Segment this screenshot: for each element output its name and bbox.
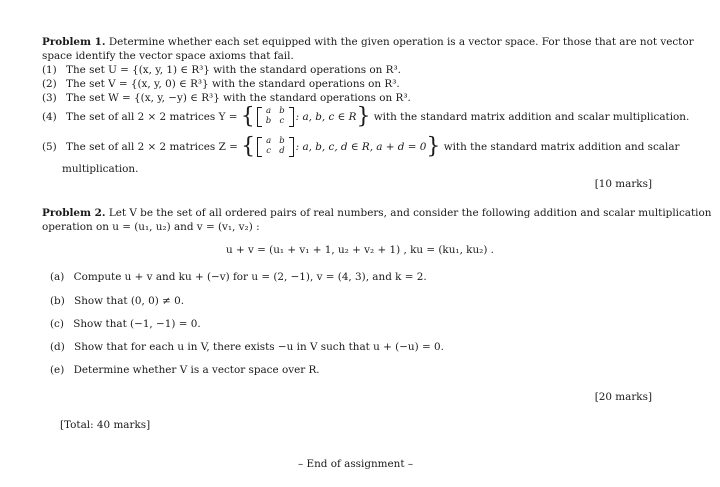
problem-2-intro — [42, 207, 711, 220]
problem-1-intro-line2: space identify the vector space axioms that fail. — [42, 50, 294, 62]
right-brace: } — [426, 134, 441, 159]
part-text: Compute u + v and ku + (−v) for u = (2, −1), v = (4, 3), and k = 2. — [73, 271, 427, 283]
set-condition: : a, b, c ∈ R — [295, 111, 357, 123]
problem-1-item-5 — [42, 136, 680, 158]
item-number: (1) — [42, 64, 57, 76]
part-text: Show that (0, 0) ≠ 0. — [74, 295, 185, 307]
item-text: The set V = {(x, y, 0) ∈ R³} with the standard operations on R³. — [66, 78, 400, 90]
part-text: Determine whether V is a vector space over R. — [73, 364, 320, 376]
part-text: Show that (−1, −1) = 0. — [73, 318, 201, 330]
problem-2-intro-line2: operation on u = (u₁, u₂) and v = (v₁, v₂) : — [42, 221, 260, 233]
matrix-entry: b — [279, 106, 285, 117]
problem-1-item-4 — [42, 106, 689, 128]
problem-1-intro-line1: Determine whether each set equipped with the given operation is a vector space. For those that are not vector — [108, 36, 694, 48]
problem-2-part-e — [50, 364, 320, 377]
item-number: (4) — [42, 111, 57, 123]
matrix-entry: b — [265, 116, 272, 126]
part-label: (e) — [50, 364, 65, 376]
problem-1-item-5-continuation: multiplication. — [62, 163, 139, 175]
item-number: (2) — [42, 78, 57, 90]
matrix-y — [257, 107, 294, 127]
matrix-entry: b — [279, 136, 285, 147]
problem-1-item-2 — [42, 78, 400, 91]
problem-2-intro-line1: Let V be the set of all ordered pairs of real numbers, and consider the following addition and scalar multiplication — [108, 207, 712, 219]
matrix-entry: c — [279, 116, 285, 126]
item-tail: with the standard matrix addition and scalar — [443, 141, 680, 153]
matrix-entry: a — [265, 106, 272, 117]
left-brace: { — [240, 104, 255, 129]
matrix-entry: a — [266, 136, 272, 147]
total-marks: [Total: 40 marks] — [60, 419, 151, 431]
problem-2-title: Problem 2. — [42, 207, 106, 219]
part-text: Show that for each u in V, there exists −u in V such that u + (−u) = 0. — [74, 341, 444, 353]
left-brace: { — [241, 134, 256, 159]
item-lead: The set of all 2 × 2 matrices Z = — [66, 141, 238, 153]
item-number: (5) — [42, 141, 57, 153]
item-text: The set U = {(x, y, 1) ∈ R³} with the standard operations on R³. — [66, 64, 401, 76]
problem-2-part-a — [50, 271, 427, 284]
problem-1-intro — [42, 36, 694, 49]
problem-2-equation: u + v = (u₁ + v₁ + 1, u₂ + v₂ + 1) , ku = (ku₁, ku₂) . — [226, 244, 494, 256]
item-number: (3) — [42, 92, 57, 104]
problem-1-item-1 — [42, 64, 401, 77]
problem-1-title: Problem 1. — [42, 36, 106, 48]
end-of-assignment: – End of assignment – — [298, 458, 414, 470]
problem-2-part-b — [50, 295, 184, 308]
problem-2-part-d — [50, 341, 444, 354]
matrix-z — [257, 137, 294, 157]
part-label: (d) — [50, 341, 65, 353]
part-label: (c) — [50, 318, 64, 330]
part-label: (b) — [50, 295, 65, 307]
part-label: (a) — [50, 271, 65, 283]
matrix-entry: c — [266, 146, 272, 156]
item-tail: with the standard matrix addition and scalar multiplication. — [373, 111, 690, 123]
problem-2-part-c — [50, 318, 201, 331]
right-brace: } — [356, 104, 371, 129]
item-lead: The set of all 2 × 2 matrices Y = — [66, 111, 238, 123]
problem-1-marks: [10 marks] — [594, 178, 652, 190]
problem-2-marks: [20 marks] — [594, 391, 652, 403]
set-condition: : a, b, c, d ∈ R, a + d = 0 — [295, 141, 427, 153]
item-text: The set W = {(x, y, −y) ∈ R³} with the standard operations on R³. — [66, 92, 411, 104]
matrix-entry: d — [279, 146, 285, 156]
